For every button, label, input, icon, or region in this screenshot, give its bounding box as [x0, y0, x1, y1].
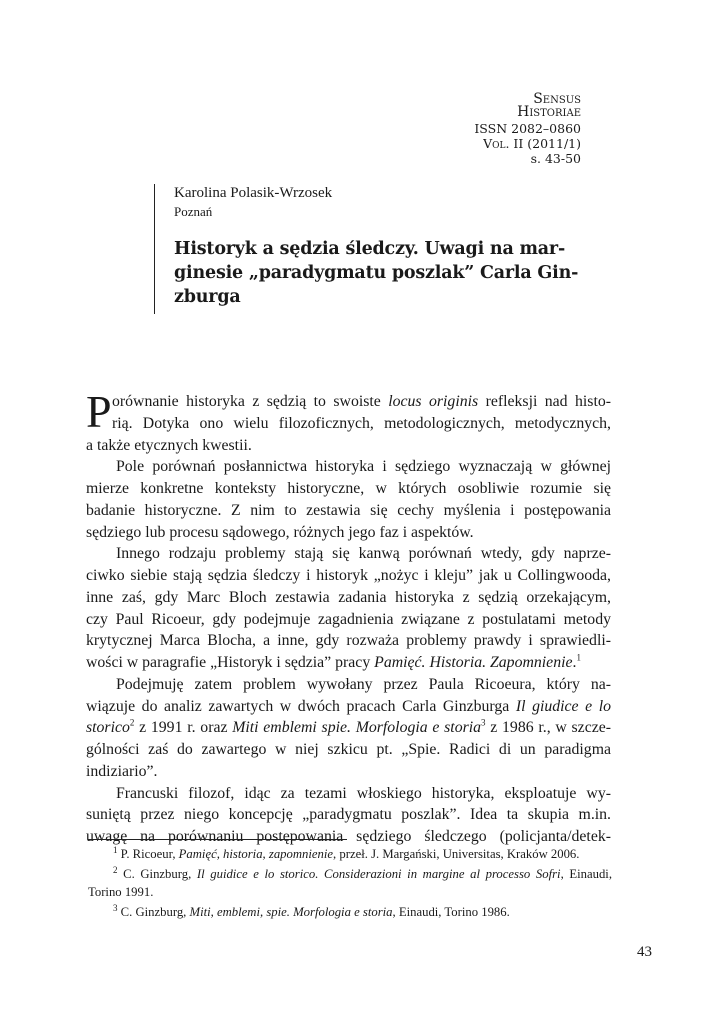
body-line: badanie historyczne. Z nim to zestawia się cechy myślenia i postępowania: [86, 501, 611, 519]
journal-issn: ISSN 2082–0860: [474, 121, 581, 136]
footnote-1: $^1$ P. Ricoeur, Pamięć, historia, zapomnienie, przeł. J. Margański, Universitas, Kraków 2006.: [113, 844, 580, 861]
footnote-number: 1: [113, 844, 118, 855]
body-line: Francuski filozof, idąc za tezami włoskiego historyka, eksploatuje wy-: [116, 784, 611, 802]
page-number: 43: [637, 944, 652, 960]
body-line: mierze konkretne konteksty historyczne, w których osobliwie rozumie się: [86, 480, 611, 497]
body-line: uwagę na porównaniu postępowania sędziego śledczego (policjanta/detek-: [86, 828, 611, 845]
footnote-ref[interactable]: 1: [576, 652, 581, 663]
footnote-3: $^3$ C. Ginzburg, Miti, emblemi, spie. Morfologia e storia, Einaudi, Torino 1986.: [113, 902, 510, 919]
footnote-separator: [88, 839, 347, 840]
journal-volume: Vol. II (2011/1): [483, 136, 581, 151]
body-line: Innego rodzaju problemy stają się kanwą porównań wtedy, gdy naprze-: [116, 545, 611, 563]
body-line: Podejmuję zatem problem wywołany przez Paula Ricoeura, który na-: [116, 675, 611, 693]
author-title-block: [154, 184, 644, 314]
body-line: storico$^2$ z 1991 r. oraz Miti emblemi spie. Morfologia e storia$^3$ z 1986 r., w szcze-: [86, 717, 611, 737]
article-body: [86, 386, 612, 848]
footnote-ref[interactable]: 3: [481, 717, 486, 728]
body-line: ciwko siebie stają sędzia śledczy i historyk „nożyc i kleju” jak u Collingwooda,: [86, 567, 611, 584]
body-line: rią. Dotyka ono wielu filozoficznych, metodologicznych, metodycznych,: [112, 414, 611, 432]
author-name: Karolina Polasik-Wrzosek: [174, 185, 333, 201]
journal-name-line2: Historiae: [517, 104, 581, 120]
body-line: gólności zaś do zawartego w niej szkicu pt. „Spie. Radici di un paradigma: [86, 741, 611, 758]
body-line: inne zaś, gdy Marc Bloch zestawia zadania historyka z sędzią orzekającym,: [86, 588, 611, 606]
author-affiliation: Poznań: [174, 204, 213, 219]
body-line: wości w paragrafie „Historyk i sędzia” pracy Pamięć. Historia. Zapomnienie.$^1$: [86, 652, 581, 671]
title-line: ginesie „paradygmatu poszlak” Carla Gin-: [174, 263, 579, 283]
body-line: a także etycznych kwestii.: [86, 436, 252, 454]
footnote-number: 3: [113, 902, 118, 913]
body-line: orównanie historyka z sędzią to swoiste locus originis refleksji nad histo-: [112, 393, 611, 410]
body-line: wiązuje do analiz zawartych w dwóch pracach Carla Ginzburga Il giudice e lo: [86, 697, 612, 715]
journal-name-line1: Sensus: [533, 91, 581, 107]
body-line: krytycznej Marca Blocha, a inne, gdy rozważa problemy prawdy i sprawiedli-: [86, 632, 611, 650]
body-line: Pole porównań posłannictwa historyka i sędziego wyznaczają w głównej: [116, 458, 611, 476]
body-line: indiziario”.: [86, 762, 158, 780]
footnote-2: $^2$ C. Ginzburg, Il guidice e lo storico. Considerazioni in margine al processo Sofri, Einaudi, Torino 1991.: [88, 864, 612, 899]
body-line: sędziego lub procesu sądowego, różnych jego faz i aspektów.: [86, 523, 474, 541]
footnote-ref[interactable]: 2: [129, 717, 135, 728]
drop-cap: P: [86, 386, 112, 437]
footnote-number: 2: [113, 864, 118, 875]
title-line: Historyk a sędzia śledczy. Uwagi na mar-: [174, 239, 566, 259]
journal-pages: s. 43-50: [530, 151, 581, 166]
journal-header: [474, 92, 581, 166]
body-line: czy Paul Ricoeur, gdy podejmuje zagadnienia związane z postulatami metody: [86, 610, 611, 628]
article-title: [174, 237, 622, 309]
title-line: zburga: [174, 287, 241, 307]
body-line: suniętą przez niego koncepcję „paradygmatu poszlak”. Idea ta skupia m.in.: [86, 806, 611, 824]
